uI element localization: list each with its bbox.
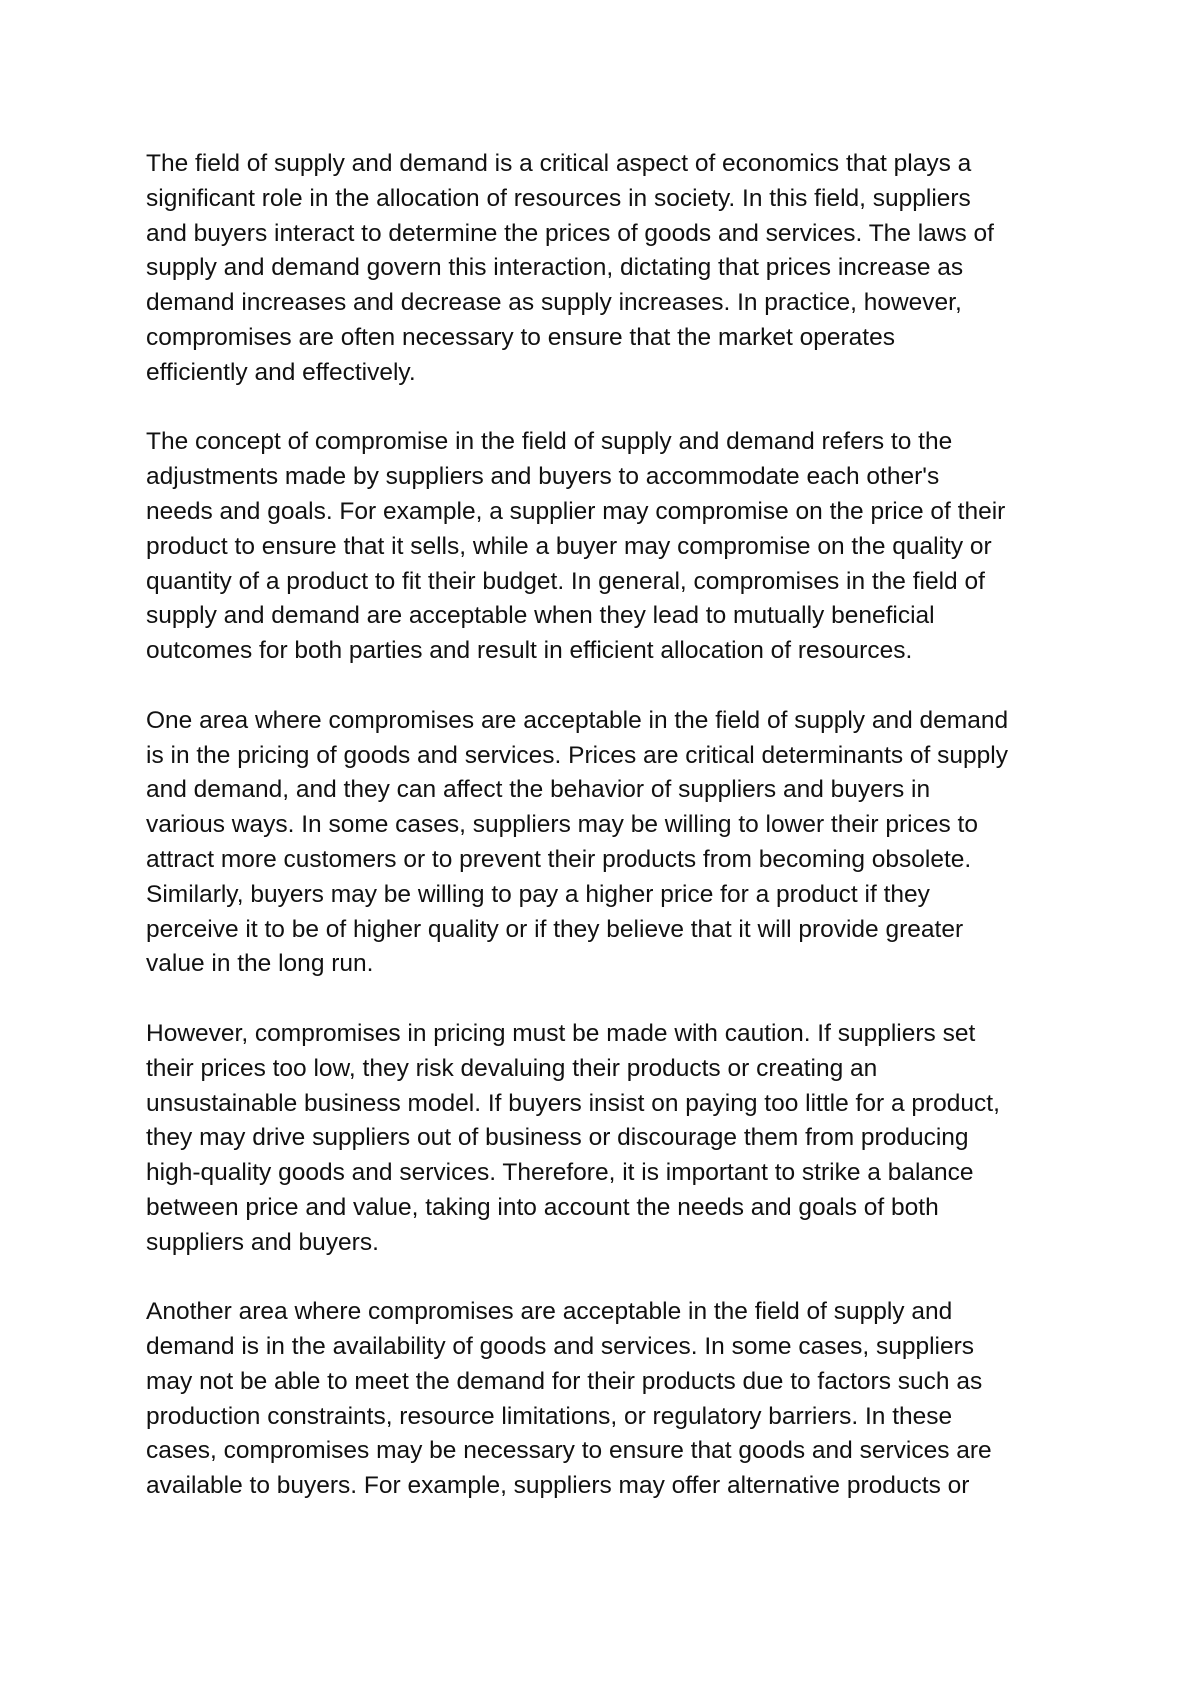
text-line: they may drive suppliers out of business or discourage them from producing xyxy=(146,1124,969,1152)
text-line: and demand, and they can affect the behavior of suppliers and buyers in xyxy=(146,776,931,804)
text-line: cases, compromises may be necessary to ensure that goods and services are xyxy=(146,1437,992,1465)
text-line: significant role in the allocation of resources in society. In this field, suppliers xyxy=(146,184,971,212)
text-line: needs and goals. For example, a supplier may compromise on the price of their xyxy=(146,497,1006,525)
text-line: product to ensure that it sells, while a buyer may compromise on the quality or xyxy=(146,532,992,560)
text-line: The concept of compromise in the field of supply and demand refers to the xyxy=(146,428,953,456)
text-line: attract more customers or to prevent their products from becoming obsolete. xyxy=(146,845,972,873)
text-line: available to buyers. For example, suppliers may offer alternative products or xyxy=(146,1472,970,1500)
text-line: supply and demand are acceptable when they lead to mutually beneficial xyxy=(146,602,935,630)
text-line: suppliers and buyers. xyxy=(146,1228,379,1256)
text-line: their prices too low, they risk devaluing their products or creating an xyxy=(146,1054,878,1082)
text-line: perceive it to be of higher quality or if they believe that it will provide greater xyxy=(146,915,964,943)
paragraph xyxy=(146,425,1086,669)
document-body xyxy=(146,147,1086,1539)
paragraph xyxy=(146,1295,1086,1504)
text-line: may not be able to meet the demand for their products due to factors such as xyxy=(146,1367,983,1395)
text-line: various ways. In some cases, suppliers may be willing to lower their prices to xyxy=(146,811,978,839)
text-line: quantity of a product to fit their budget. In general, compromises in the field of xyxy=(146,567,985,595)
text-line: outcomes for both parties and result in efficient allocation of resources. xyxy=(146,637,913,665)
text-line: efficiently and effectively. xyxy=(146,358,416,386)
text-line: value in the long run. xyxy=(146,950,374,978)
paragraph xyxy=(146,704,1086,982)
text-line: demand is in the availability of goods and services. In some cases, suppliers xyxy=(146,1333,974,1361)
text-line: Similarly, buyers may be willing to pay a higher price for a product if they xyxy=(146,880,930,908)
text-line: supply and demand govern this interaction, dictating that prices increase as xyxy=(146,254,964,282)
text-line: between price and value, taking into account the needs and goals of both xyxy=(146,1193,939,1221)
text-line: unsustainable business model. If buyers insist on paying too little for a product, xyxy=(146,1089,1000,1117)
text-line: compromises are often necessary to ensure that the market operates xyxy=(146,323,895,351)
text-line: However, compromises in pricing must be made with caution. If suppliers set xyxy=(146,1019,976,1047)
text-line: adjustments made by suppliers and buyers to accommodate each other's xyxy=(146,463,940,491)
text-line: Another area where compromises are acceptable in the field of supply and xyxy=(146,1298,953,1326)
paragraph xyxy=(146,1017,1086,1261)
text-line: production constraints, resource limitations, or regulatory barriers. In these xyxy=(146,1402,953,1430)
text-line: The field of supply and demand is a critical aspect of economics that plays a xyxy=(146,150,972,177)
text-line: and buyers interact to determine the prices of goods and services. The laws of xyxy=(146,219,994,247)
paragraph xyxy=(146,147,1086,391)
text-line: is in the pricing of goods and services. Prices are critical determinants of supply xyxy=(146,741,1008,769)
text-line: demand increases and decrease as supply increases. In practice, however, xyxy=(146,289,962,317)
text-line: One area where compromises are acceptable in the field of supply and demand xyxy=(146,706,1009,734)
text-line: high-quality goods and services. Therefore, it is important to strike a balance xyxy=(146,1159,974,1187)
